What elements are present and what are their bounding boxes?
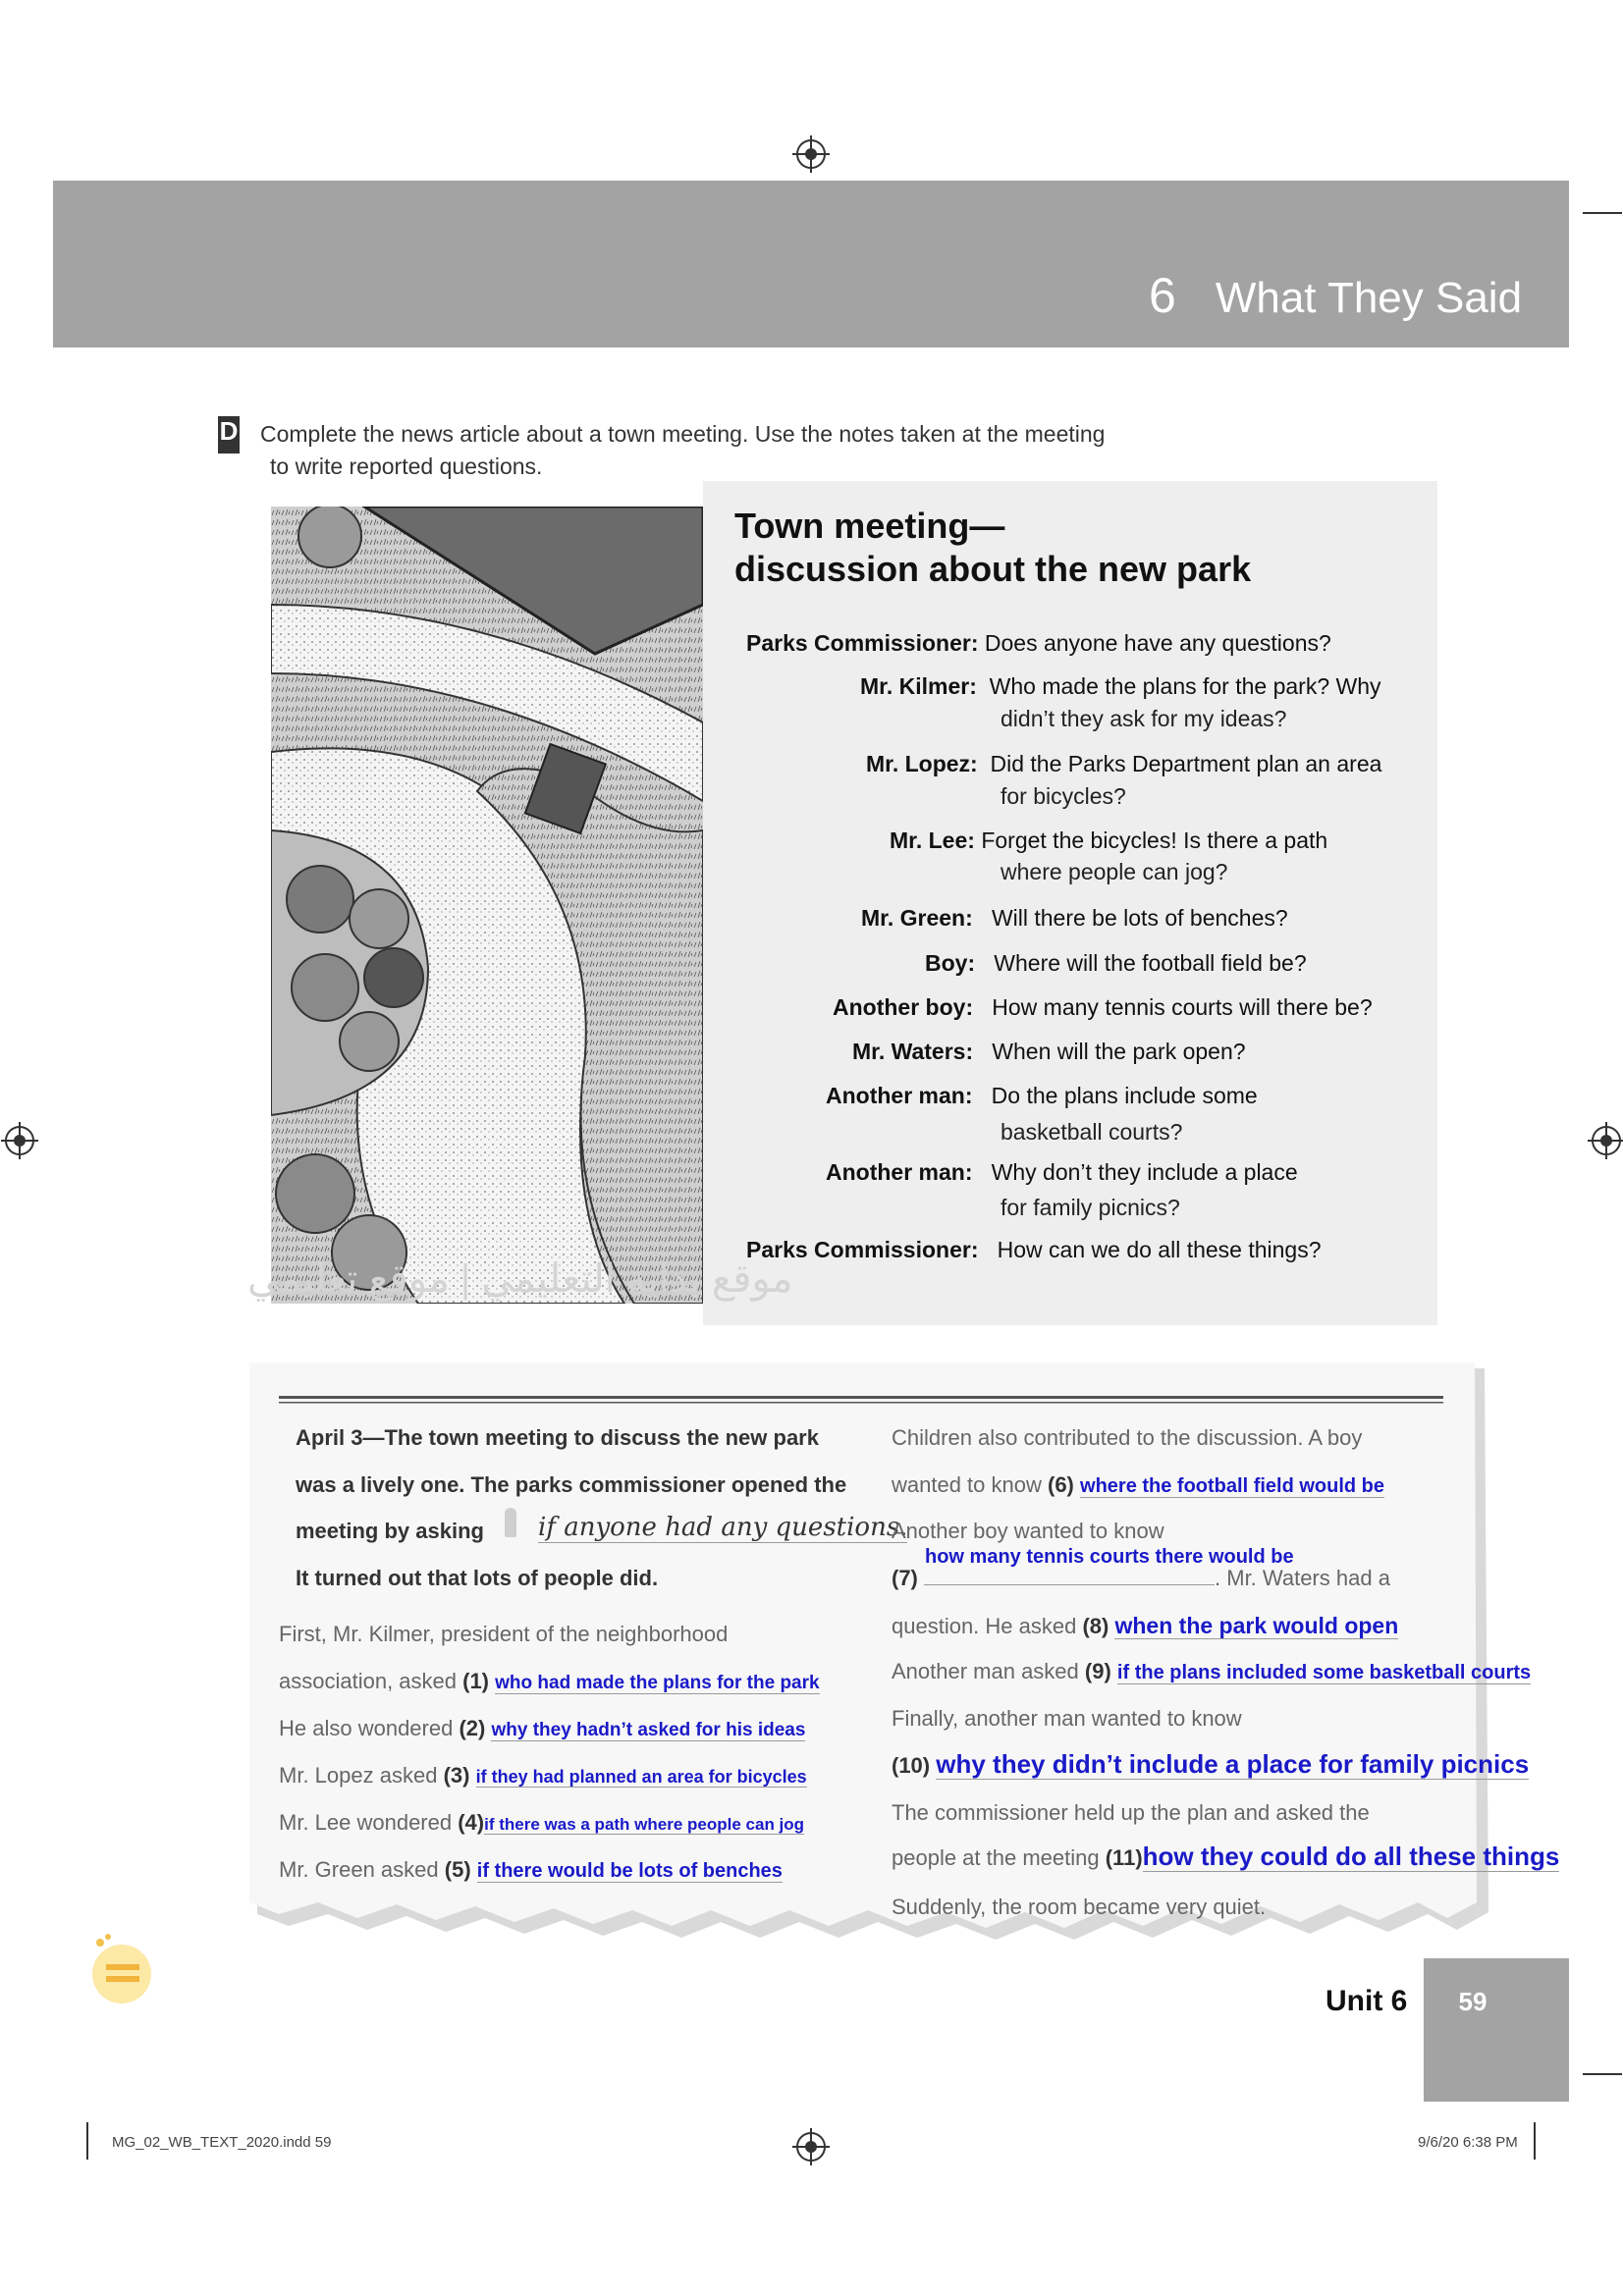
article-text: question. He asked — [892, 1614, 1077, 1638]
instruction-line-1: Complete the news article about a town meeting. Use the notes taken at the meeting — [260, 421, 1106, 447]
note-question: When will the park open? — [992, 1039, 1246, 1064]
trim-mark — [86, 2122, 88, 2160]
footer-unit-label: Unit 6 — [1325, 1985, 1408, 2017]
speaker-label: Another man: — [826, 1159, 973, 1185]
note-question-cont: for family picnics? — [1001, 1195, 1180, 1220]
article-text: He also wondered — [279, 1716, 454, 1740]
park-illustration — [271, 507, 703, 1304]
blank-number: (2) — [459, 1716, 486, 1740]
note-question-cont: for bicycles? — [1001, 783, 1126, 809]
article-line: Another boy wanted to know — [892, 1519, 1164, 1543]
publisher-logo-icon — [84, 1929, 157, 2007]
blank-number: (10) — [892, 1753, 931, 1778]
note-question: How many tennis courts will there be? — [992, 994, 1373, 1020]
blank-number: (3) — [443, 1763, 470, 1788]
answer-3[interactable]: if they had planned an area for bicycles — [475, 1767, 807, 1787]
note-question: Why don’t they include a place — [991, 1159, 1298, 1185]
speaker-label: Mr. Kilmer: — [860, 673, 977, 699]
answer-1[interactable]: who had made the plans for the park — [495, 1673, 820, 1693]
article-text: Mr. Green asked — [279, 1857, 439, 1882]
trim-mark — [1534, 2122, 1536, 2160]
note-question-cont: basketball courts? — [1001, 1119, 1183, 1145]
note-line — [890, 828, 1327, 854]
blank-number: (6) — [1048, 1472, 1074, 1497]
note-line — [826, 1159, 1298, 1186]
instruction-line-2: to write reported questions. — [270, 454, 543, 479]
article-text: people at the meeting — [892, 1845, 1100, 1870]
print-date: 9/6/20 6:38 PM — [1418, 2134, 1518, 2151]
unit-title: What They Said — [1215, 274, 1523, 322]
speaker-label: Mr. Lee: — [890, 828, 975, 853]
blank-number: (7) — [892, 1566, 918, 1590]
answer-2[interactable]: why they hadn’t asked for his ideas — [491, 1720, 806, 1740]
blank-number: (8) — [1082, 1614, 1109, 1638]
answer-5[interactable]: if there would be lots of benches — [476, 1860, 783, 1882]
answer-7[interactable]: how many tennis courts there would be — [925, 1546, 1294, 1568]
article-text: . Mr. Waters had a — [1215, 1566, 1390, 1590]
note-line — [925, 950, 1307, 977]
trim-mark — [1583, 2073, 1622, 2075]
note-line — [860, 673, 1381, 700]
registration-mark-left — [5, 1126, 34, 1155]
exercise-letter: D — [218, 416, 240, 454]
speaker-label: Boy: — [925, 950, 976, 976]
note-question: Did the Parks Department plan an area — [990, 751, 1382, 776]
speaker-label: Another man: — [826, 1083, 973, 1108]
article-line — [279, 1857, 783, 1883]
article-intro-line-4: It turned out that lots of people did. — [296, 1566, 659, 1590]
page-number-box — [1424, 1958, 1569, 2102]
blank-number: (11) — [1105, 1845, 1143, 1870]
blank-number: (1) — [462, 1669, 490, 1693]
article-line — [892, 1472, 1384, 1498]
article-line — [892, 1749, 1529, 1780]
article-text: wanted to know — [892, 1472, 1042, 1497]
note-question: Who made the plans for the park? Why — [989, 673, 1381, 699]
article-text: Mr. Lopez asked — [279, 1763, 438, 1788]
example-answer: if anyone had any questions. — [538, 1513, 908, 1542]
note-line — [861, 905, 1288, 932]
article-text: Mr. Lee wondered — [279, 1810, 453, 1835]
registration-mark-right — [1592, 1126, 1621, 1155]
article-line — [279, 1716, 805, 1741]
answer-9[interactable]: if the plans included some basketball courts — [1116, 1662, 1532, 1683]
note-question: Do the plans include some — [991, 1083, 1258, 1108]
note-line — [866, 751, 1381, 777]
answer-4[interactable]: if there was a path where people can jog — [484, 1815, 805, 1834]
article-line — [279, 1763, 807, 1789]
article-line — [892, 1613, 1398, 1639]
article-line — [892, 1659, 1531, 1684]
page-number: 59 — [1458, 1987, 1488, 2016]
notes-title-line-1: Town meeting— — [734, 506, 1005, 546]
note-line — [826, 1083, 1258, 1109]
speaker-label: Mr. Waters: — [852, 1039, 974, 1064]
article-intro-line-2: was a lively one. The parks commissioner opened the — [296, 1472, 847, 1497]
unit-heading — [1149, 267, 1522, 324]
note-line — [746, 630, 1331, 657]
article-line: Finally, another man wanted to know — [892, 1706, 1242, 1731]
article-line — [279, 1669, 820, 1694]
article-line — [892, 1842, 1559, 1872]
blank-number: (4) — [458, 1810, 485, 1835]
note-question-cont: where people can jog? — [1001, 859, 1228, 884]
registration-mark-top — [796, 139, 826, 169]
speaker-label: Another boy: — [833, 994, 974, 1020]
watermark-text: موقع بداية التعليمي | موقع تعليمي — [247, 1257, 793, 1301]
notes-title — [734, 505, 1251, 591]
note-question: Where will the football field be? — [994, 950, 1307, 976]
speaker-label: Parks Commissioner: — [746, 630, 979, 656]
article-intro-line-1: April 3—The town meeting to discuss the new park — [296, 1425, 819, 1450]
article-line: The commissioner held up the plan and asked the — [892, 1800, 1370, 1825]
unit-number: 6 — [1149, 268, 1176, 323]
article-line: First, Mr. Kilmer, president of the neighborhood — [279, 1622, 729, 1646]
notes-title-line-2: discussion about the new park — [734, 549, 1252, 589]
trim-mark — [1583, 212, 1622, 214]
article-line — [279, 1810, 804, 1836]
note-question: Does anyone have any questions? — [984, 630, 1331, 656]
article-text: association, asked — [279, 1669, 457, 1693]
note-question-cont: didn’t they ask for my ideas? — [1001, 706, 1287, 731]
example-bulb-icon — [505, 1508, 516, 1537]
answer-10[interactable]: why they didn’t include a place for family picnics — [936, 1749, 1530, 1779]
article-line — [892, 1566, 1390, 1591]
speaker-label: Parks Commissioner: — [746, 1237, 979, 1262]
note-line — [746, 1237, 1322, 1263]
blank-number: (5) — [444, 1857, 471, 1882]
speaker-label: Mr. Lopez: — [866, 751, 978, 776]
article-line: Suddenly, the room became very quiet. — [892, 1895, 1267, 1919]
print-file-name: MG_02_WB_TEXT_2020.indd 59 — [112, 2134, 332, 2151]
answer-7-underline — [924, 1584, 1215, 1585]
note-question: Forget the bicycles! Is there a path — [981, 828, 1328, 853]
article-line: Children also contributed to the discussion. A boy — [892, 1425, 1363, 1450]
article-intro-line-3: meeting by asking — [296, 1519, 484, 1543]
answer-8[interactable]: when the park would open — [1114, 1613, 1399, 1638]
speaker-label: Mr. Green: — [861, 905, 973, 931]
note-question: Will there be lots of benches? — [991, 905, 1288, 931]
answer-11[interactable]: how they could do all these things — [1142, 1842, 1560, 1871]
registration-mark-bottom — [796, 2132, 826, 2162]
blank-number: (9) — [1084, 1659, 1111, 1683]
note-line — [833, 994, 1373, 1021]
article-text: Another man asked — [892, 1659, 1079, 1683]
note-line — [852, 1039, 1246, 1065]
note-question: How can we do all these things? — [997, 1237, 1322, 1262]
answer-6[interactable]: where the football field would be — [1080, 1475, 1385, 1497]
